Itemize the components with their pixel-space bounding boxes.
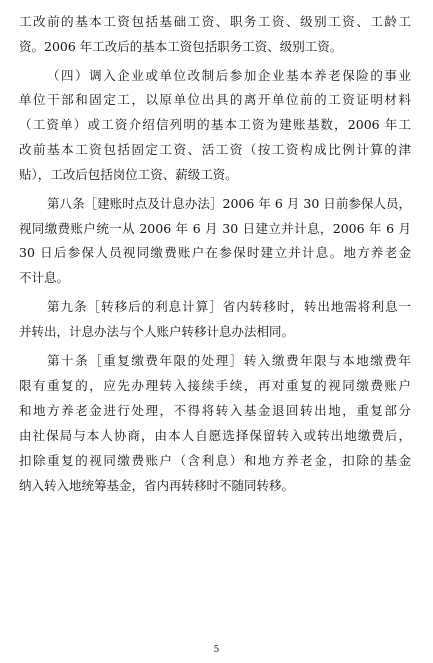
section-4-line-3: （工资单）或工资介绍信列明的基本工资为建账基数，2006 年工 [19, 117, 411, 132]
article-10-line-5: 扣除重复的视同缴费账户（含利息）和地方养老金，扣除的基金 [19, 453, 411, 468]
section-4-line-5: 贴），工改后包括岗位工资、薪级工资。 [19, 167, 238, 182]
article-8-line-4: 不计息。 [19, 270, 70, 285]
article-8-line-2: 视同缴费账户统一从 2006 年 6 月 30 日建立并计息，2006 年 6 月 [19, 221, 411, 236]
article-8-line-3: 30 日后参保人员视同缴费账户在参保时建立并计息。地方养老金 [19, 245, 411, 260]
article-10-line-3: 和地方养老金进行处理，不得将转入基金退回转出地，重复部分 [19, 403, 411, 418]
text-line-2: 资。2006 年工改后的基本工资包括职务工资、级别工资。 [19, 39, 343, 54]
article-8-line-1: 第八条［建账时点及计息办法］2006 年 6 月 30 日前参保人员， [47, 196, 411, 211]
article-9-line-1: 第九条［转移后的利息计算］省内转移时，转出地需将利息一 [47, 299, 411, 314]
text-line-1: 工改前的基本工资包括基础工资、职务工资、级别工资、工龄工 [19, 14, 411, 29]
article-9-line-2: 并转出，计息办法与个人账户转移计息办法相同。 [19, 324, 295, 339]
page-number: 5 [213, 645, 220, 655]
article-10-line-4: 由社保局与本人协商，由本人自愿选择保留转入或转出地缴费后， [19, 428, 411, 443]
article-10-line-1: 第十条［重复缴费年限的处理］转入缴费年限与本地缴费年 [47, 353, 411, 368]
article-10-line-6: 纳入转入地统筹基金，省内再转移时不随同转移。 [19, 478, 295, 493]
article-10-line-2: 限有重复的，应先办理转入接续手续，再对重复的视同缴费账户 [19, 378, 411, 393]
section-4-line-4: 改前基本工资包括固定工资、活工资（按工资构成比例计算的津 [19, 142, 411, 157]
section-4-line-1: （四）调入企业或单位改制后参加企业基本养老保险的事业 [47, 68, 411, 83]
section-4-line-2: 单位干部和固定工，以原单位出具的离开单位前的工资证明材料 [19, 92, 411, 107]
